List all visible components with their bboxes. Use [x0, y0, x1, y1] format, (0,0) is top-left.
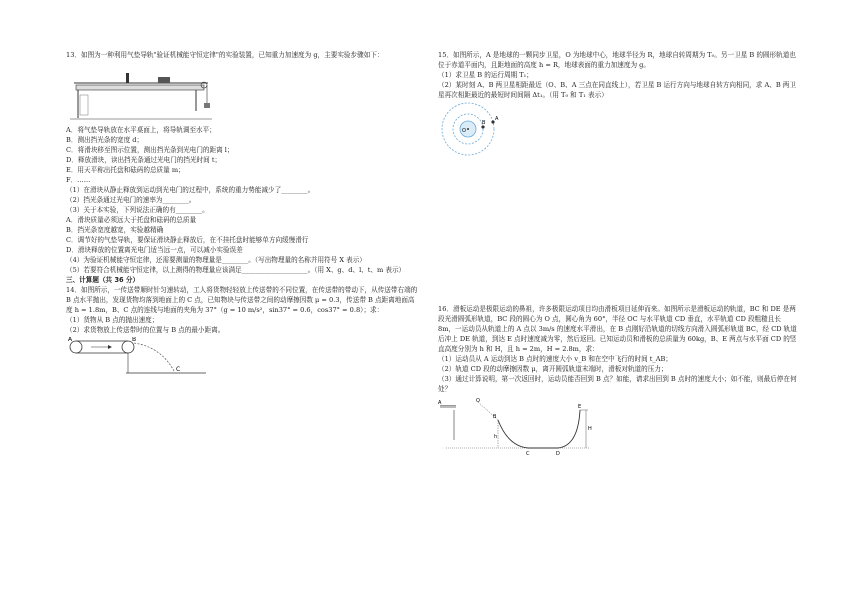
- step-item: D．释放滑块，读出挡光条通过光电门的挡光时间 t；: [66, 156, 222, 164]
- right-column: [438, 50, 798, 458]
- label-c: C: [176, 366, 181, 373]
- q16-stem: 16．滑板运动是极限运动的鼻祖，许多极限运动项目均由滑板项目延伸而来。如图所示是滑板运动的轨道，BC 和 DE 是两段光滑圆弧形轨道，BC 段的圆心为 O 点，圆心角为 60°，半径 OC 与水平轨道 CD 垂直，水平轨道 CD 段粗糙且长 8m，一运动员从轨道上的 A 点以 3m/s 的速度水平滑出，在 B 点刚好沿轨道的切线方向滑入圆弧形轨道 BC，经 CD 轨道后冲上 DE 轨道，到达 E 点时速度减为零，然后返回。已知运动员和滑板的总质量为 60kg，B、E 两点与水平面 CD 的竖直高度分别为 h 和 H，且 h = 2m，H = 2.8m，求：: [438, 305, 797, 353]
- label-e: E: [578, 404, 582, 410]
- section-heading: 三、计算题（共 36 分）: [66, 276, 140, 284]
- satellite-figure: [438, 100, 798, 158]
- question-item: A．滑块质量必须远大于托盘和砝码的总质量: [66, 216, 197, 224]
- question-item: （2）挡光条通过光电门的速率为________。: [66, 196, 196, 204]
- step-item: F．……: [66, 176, 91, 184]
- air-track-diagram: [66, 63, 216, 121]
- question-item: （5）若要符合机械能守恒定律，以上测得的物理量应该满足____________________。（用 X、g、d、l、t、m 表示）: [66, 266, 406, 274]
- label-b: B: [493, 414, 497, 420]
- question-item: （3）通过计算说明，第一次返回时，运动员能否回到 B 点？如能，请求出回到 B 点时的速度大小；如不能，则最后停在何处？: [438, 375, 797, 393]
- question-item: （2）轨道 CD 段的动摩擦因数 μ，离开圆弧轨道末端时，滑板对轨道的压力；: [438, 365, 668, 373]
- question-item: （3）关于本实验，下列说法正确的有________。: [66, 206, 209, 214]
- step-item: C．将滑块移至图示位置，测出挡光条到光电门的距离 l；: [66, 146, 234, 154]
- question-item: （1）求卫星 B 的运行周期 T₁；: [438, 71, 533, 79]
- spacer: [438, 158, 798, 304]
- label-a: A: [68, 337, 73, 343]
- label-o: O: [462, 128, 466, 134]
- q13-stem: 13．如图为一种利用气垫导轨"验证机械能守恒定律"的实验装置，已知重力加速度为 g，主要实验步骤如下：: [66, 51, 384, 59]
- step-item: E．用天平称出托盘和砝码的总质量 m；: [66, 166, 185, 174]
- satellite-orbit-diagram: [438, 100, 518, 158]
- label-a: A: [495, 116, 499, 122]
- step-item: B．测出挡光条的宽度 d；: [66, 136, 144, 144]
- label-c: C: [526, 451, 530, 457]
- question-item: C．调节好的气垫导轨，要保证滑块静止释放后，在不挂托盘时能够单方向缓慢滑行: [66, 236, 309, 244]
- question-item: （4）为验证机械能守恒定律，还需要测量的物理量是________。（写出物理量的名称并用符号 X 表示）: [66, 256, 366, 264]
- q13-questions: [66, 185, 421, 275]
- label-d: D: [556, 451, 560, 457]
- conveyor-figure: [66, 337, 421, 377]
- skateboard-figure: [438, 398, 798, 458]
- conveyor-diagram: [66, 337, 216, 377]
- label-h: h: [494, 434, 498, 440]
- label-b: B: [132, 337, 137, 343]
- label-big-h: H: [588, 426, 592, 432]
- q14-stem: 14．如图所示，一传送带顺时针匀速转动，工人将货物轻轻放上传送带的不同位置，在传送带的带动下，从传送带右端的 B 点水平抛出，发现货物均落到地面上的 C 点，已知物块与传送带之间的动摩擦因数 μ = 0.3，传送带 B 点距离地面高度 h = 1.8m，B、C 点的连线与地面的夹角为 37°（g = 10 m/s²，sin37° = 0.6，cos37° = 0.8）；求：: [66, 286, 418, 314]
- question-item: （1）运动员从 A 运动到达 B 点时的速度大小 v_B 和在空中飞行的时间 t_AB；: [438, 355, 672, 363]
- air-track-figure: [66, 63, 421, 121]
- skateboard-track-diagram: [438, 398, 598, 458]
- label-b: B: [482, 120, 486, 126]
- q15-stem: 15．如图所示，A 是地球的一颗同步卫星，O 为地球中心，地球半径为 R，地球自转周期为 T₀。另一卫星 B 的圆形轨道也位于赤道平面内，且距地面的高度 h = R，地球表面的重力加速度为 g。: [438, 51, 796, 69]
- question-item: （2）某时刻 A、B 两卫星相距最近（O、B、A 三点在同直线上），若卫星 B 运行方向与地球自转方向相同，求 A、B 两卫星再次相距最近的最短时间间隔 Δt₁。（用 T₀ 和 T₁ 表示）: [438, 81, 796, 99]
- q13-steps: [66, 125, 421, 185]
- label-a: A: [438, 400, 442, 406]
- question-item: （1）在滑块从静止释放到运动到光电门的过程中，系统的重力势能减少了________。: [66, 186, 315, 194]
- question-item: （1）货物从 B 点的抛出速度；: [66, 316, 159, 324]
- step-item: A．将气垫导轨放在水平桌面上，将导轨调至水平；: [66, 126, 216, 134]
- question-item: D．滑块释放的位置离光电门适当远一点，可以减小实验误差: [66, 246, 243, 254]
- question-item: B．挡光条宽度越宽，实验越精确: [66, 226, 164, 234]
- question-item: （2）求货物放上传送带时的位置与 B 点的最小距离。: [66, 326, 225, 334]
- label-o: O: [476, 398, 480, 404]
- left-column: [66, 50, 421, 377]
